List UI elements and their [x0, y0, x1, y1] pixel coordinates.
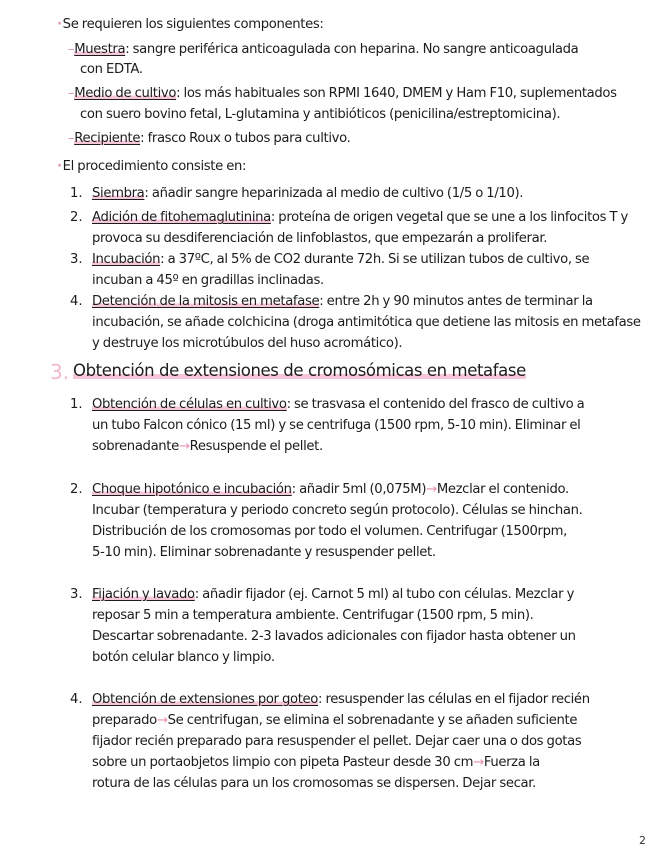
step-1-line-3: sobrenadante→Resuspende el pellet.: [92, 439, 323, 454]
procedure-num-2: 2.: [70, 210, 83, 225]
dash-icon: –: [68, 131, 75, 146]
muestra-line-1: –Muestra: sangre periférica anticoagulada con heparina. No sangre anticoagulada: [68, 42, 579, 57]
step-4-line-2: preparado→Se centrifugan, se elimina el sobrenadante y se añaden suficiente: [92, 713, 578, 728]
dash-icon: –: [68, 86, 75, 101]
dash-icon: –: [68, 42, 75, 57]
step-3-line-4: botón celular blanco y limpio.: [92, 650, 275, 665]
arrow-right-icon: →: [178, 439, 190, 454]
procedure-item-3-line-1: Incubación: a 37ºC, al 5% de CO2 durante 72h. Si se utilizan tubos de cultivo, se: [92, 252, 590, 267]
procedure-item-2-line-1: Adición de fitohemaglutinina: proteína de origen vegetal que se une a los linfocitos T y: [92, 210, 628, 225]
procedure-num-4: 4.: [70, 294, 83, 309]
bullet-icon: ·: [57, 159, 62, 174]
step-3-line-2: reposar 5 min a temperatura ambiente. Centrifugar (1500 rpm, 5 min).: [92, 608, 534, 623]
step-num-3: 3.: [70, 587, 83, 602]
step-4-line-5: rotura de las células para un los cromosomas se dispersen. Dejar secar.: [92, 776, 536, 791]
step-num-4: 4.: [70, 692, 83, 707]
medio-label: Medio de cultivo: [74, 86, 177, 101]
procedure-item-1: Siembra: añadir sangre heparinizada al medio de cultivo (1/5 o 1/10).: [92, 186, 524, 201]
procedure-item-4-line-3: y destruye los microtúbulos del huso acromático).: [92, 336, 403, 351]
section-title: Obtención de extensiones de cromosómicas en metafase: [73, 361, 526, 380]
arrow-right-icon: →: [426, 482, 437, 497]
step-1-line-1: Obtención de células en cultivo: se trasvasa el contenido del frasco de cultivo a: [92, 397, 585, 412]
arrow-right-icon: →: [156, 713, 168, 728]
muestra-label: Muestra: [74, 42, 126, 57]
bullet-icon: ·: [57, 17, 62, 32]
step-2-line-3: Distribución de los cromosomas por todo el volumen. Centrifugar (1500rpm,: [92, 524, 567, 539]
step-4-line-3: fijador recién preparado para resuspender el pellet. Dejar caer una o dos gotas: [92, 734, 582, 749]
procedure-item-2-line-2: provoca su desdiferenciación de linfoblastos, que empezarán a proliferar.: [92, 231, 548, 246]
procedure-item-4-line-1: Detención de la mitosis en metafase: entre 2h y 90 minutos antes de terminar la: [92, 294, 593, 309]
recipiente-label: Recipiente: [74, 131, 141, 146]
medio-line-1: –Medio de cultivo: los más habituales son RPMI 1640, DMEM y Ham F10, suplementados: [68, 86, 617, 101]
step-4-line-1: Obtención de extensiones por goteo: resuspender las células en el fijador recién: [92, 692, 590, 707]
section-number: 3.: [50, 360, 70, 384]
step-2-line-2: Incubar (temperatura y periodo concreto según protocolo). Células se hinchan.: [92, 503, 583, 518]
procedure-item-3-line-2: incuban a 45º en gradillas inclinadas.: [92, 273, 324, 288]
step-num-1: 1.: [70, 397, 83, 412]
muestra-line-2: con EDTA.: [80, 62, 143, 77]
step-num-2: 2.: [70, 482, 83, 497]
components-heading: ·Se requieren los siguientes componentes:: [57, 17, 324, 32]
procedure-num-1: 1.: [70, 186, 83, 201]
medio-line-2: con suero bovino fetal, L-glutamina y antibióticos (penicilina/estreptomicina).: [80, 107, 561, 122]
procedure-item-4-line-2: incubación, se añade colchicina (droga antimitótica que detiene las mitosis en metafase: [92, 315, 641, 330]
step-2-line-1: Choque hipotónico e incubación: añadir 5ml (0,075M)→Mezclar el contenido.: [92, 482, 569, 497]
step-1-line-2: un tubo Falcon cónico (15 ml) y se centrifuga (1500 rpm, 5-10 min). Eliminar el: [92, 418, 581, 433]
step-3-line-3: Descartar sobrenadante. 2-3 lavados adicionales con fijador hasta obtener un: [92, 629, 576, 644]
arrow-right-icon: →: [473, 755, 484, 770]
step-2-line-4: 5-10 min). Eliminar sobrenadante y resuspender pellet.: [92, 545, 436, 560]
step-4-line-4: sobre un portaobjetos limpio con pipeta Pasteur desde 30 cm→Fuerza la: [92, 755, 540, 770]
procedure-num-3: 3.: [70, 252, 83, 267]
page-number: 2: [639, 834, 646, 847]
step-3-line-1: Fijación y lavado: añadir fijador (ej. Carnot 5 ml) al tubo con células. Mezclar y: [92, 587, 575, 602]
procedure-heading: ·El procedimiento consiste en:: [57, 159, 247, 174]
recipiente-line: –Recipiente: frasco Roux o tubos para cultivo.: [68, 131, 351, 146]
